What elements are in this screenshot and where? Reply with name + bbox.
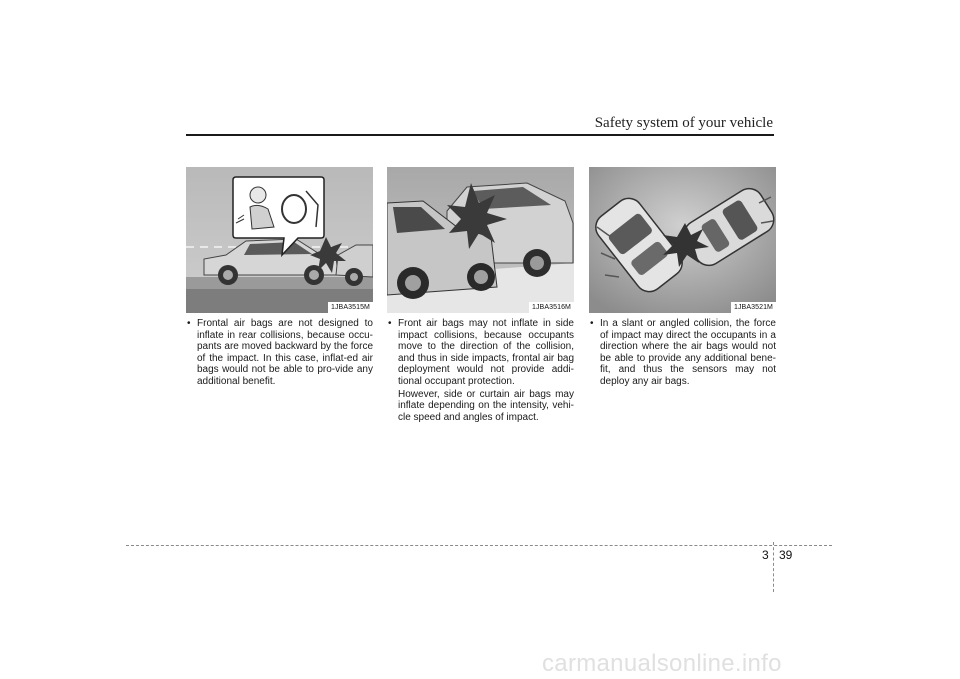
figure-rear-collision (186, 167, 373, 313)
page-number: 39 (779, 548, 793, 562)
rear-collision-illustration (186, 167, 373, 313)
bullet-text: Front air bags may not inflate in side impact collisions, because occupants move to the direction of the collision, and thus in side impacts, frontal air bag deployment would not provide addi-tional occupant protection. (398, 318, 574, 387)
footer-dashed-divider (773, 542, 774, 592)
column-angled-collision (589, 167, 776, 388)
figure-side-collision (387, 167, 574, 313)
figure-angled-collision (589, 167, 776, 313)
figure-code: 1JBA3515M (328, 302, 373, 313)
figure-code: 1JBA3516M (529, 302, 574, 313)
bullet-dot: • (590, 318, 594, 329)
footer-dashed-rule (126, 545, 832, 546)
bullet-dot: • (187, 318, 191, 329)
bullet-text: Frontal air bags are not designed to inflate in rear collisions, because occu-pants are moved backward by the force of the impact. In this case, inflat-ed air bags would not be able to pro-vide any additional benefit. (197, 318, 373, 387)
bullet-item (186, 318, 373, 388)
bullet-continuation: However, side or curtain air bags may inflate depending on the intensity, vehi-cle speed and angles of impact. (398, 388, 574, 423)
figure-code: 1JBA3521M (731, 302, 776, 313)
bullet-item (387, 318, 574, 388)
header-rule (186, 134, 774, 136)
bullet-item (589, 318, 776, 388)
watermark: carmanualsonline.info (542, 650, 782, 677)
column-side-collision (387, 167, 574, 423)
side-collision-illustration (387, 167, 574, 313)
bullet-dot: • (388, 318, 392, 329)
column-rear-collision (186, 167, 373, 388)
bullet-text: In a slant or angled collision, the force of impact may direct the occupants in a direction where the air bags would not be able to provide any additional bene-fit, and thus the sensors may not deploy any air bags. (600, 318, 776, 387)
chapter-number: 3 (762, 548, 769, 562)
angled-collision-illustration (589, 167, 776, 313)
section-title: Safety system of your vehicle (594, 115, 773, 131)
